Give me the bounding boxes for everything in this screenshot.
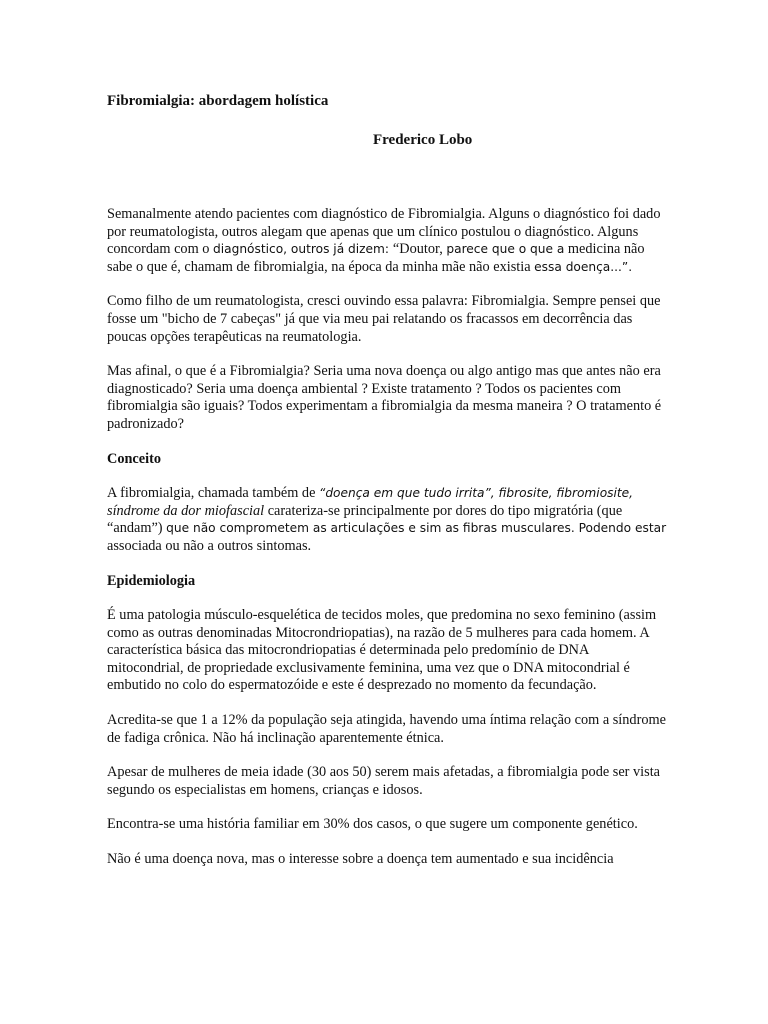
paragraph-intro-quote-1: parece que o que a	[446, 242, 565, 257]
paragraph-conceito-italic-1: “doença em que tudo irrita”, fibrosite, fibromiosite,	[319, 486, 634, 501]
paragraph-conceito-text-2: carateriza-se principalmente por dores do tipo migratória (que “andam”)	[107, 502, 623, 537]
paragraph-conceito-text-3: que não comprometem as articulações e sim as fibras musculares. Podendo estar	[166, 521, 667, 536]
paragraph-conceito	[107, 485, 667, 555]
paragraph-conceito-italic-2: síndrome da dor miofascial	[107, 502, 265, 519]
paragraph-conceito-text-1: A fibromialgia, chamada também de	[107, 485, 319, 502]
document-body	[107, 206, 667, 886]
document-author: Frederico Lobo	[373, 132, 473, 148]
paragraph-epidemiologia-5: Não é uma doença nova, mas o interesse sobre a doença tem aumentado e sua incidência	[107, 851, 614, 868]
paragraph-epidemiologia-1: É uma patologia músculo-esquelética de tecidos moles, que predomina no sexo feminino (assim como as outras denominadas Mitocrondriopatias), na razão de 5 mulheres para cada homem. A característica básica das mitocrondriopatias é determinada pelo predomínio de DNA mitocondrial, de propriedade exclusivamente feminina, uma vez que o DNA mitocondrial é embutido no colo do espermatozóide e este é desprezado no momento da fecundação.	[107, 607, 657, 694]
paragraph-intro-quote-3: essa doença...”.	[534, 259, 633, 274]
paragraph-intro	[107, 206, 667, 276]
section-heading-epidemiologia: Epidemiologia	[107, 572, 196, 589]
paragraph-questions: Mas afinal, o que é a Fibromialgia? Seria uma nova doença ou algo antigo mas que antes não era diagnosticado? Seria uma doença ambiental ? Existe tratamento ? Todos os pacientes com fibromialgia são iguais? Todos experimentam a fibromialgia da mesma maneira ? O tratamento é padronizado?	[107, 363, 662, 432]
document-title: Fibromialgia: abordagem holística	[107, 93, 329, 109]
paragraph-intro-text-1: Semanalmente atendo pacientes com diagnóstico de Fibromialgia. Alguns o diagnóstico foi dado por reumatologista, outros alegam que apenas que um clínico postulou o diagnóstico. Alguns concordam com o	[107, 206, 661, 258]
paragraph-background: Como filho de um reumatologista, cresci ouvindo essa palavra: Fibromialgia. Sempre pensei que fosse um "bicho de 7 cabeças" já que via meu pai relatando os fracassos em decorrência das poucas opções terapêuticas na reumatologia.	[107, 293, 661, 345]
paragraph-intro-quote-2: medicina não sabe o que é, chamam de fibromialgia, na época da minha mãe não existia	[107, 241, 645, 275]
paragraph-epidemiologia-4: Encontra-se uma história familiar em 30% dos casos, o que sugere um componente genético.	[107, 816, 638, 833]
paragraph-epidemiologia-3: Apesar de mulheres de meia idade (30 aos 50) serem mais afetadas, a fibromialgia pode ser vista segundo os especialistas em homens, crianças e idosos.	[107, 764, 661, 798]
paragraph-intro-quote-open: “Doutor,	[392, 241, 447, 258]
section-heading-conceito: Conceito	[107, 450, 161, 467]
paragraph-epidemiologia-2: Acredita-se que 1 a 12% da população seja atingida, havendo uma íntima relação com a síndrome de fadiga crônica. Não há inclinação aparentemente étnica.	[107, 712, 666, 746]
paragraph-intro-text-2: diagnóstico, outros já dizem:	[213, 242, 393, 257]
paragraph-conceito-text-4: associada ou não a outros sintomas.	[107, 537, 312, 554]
